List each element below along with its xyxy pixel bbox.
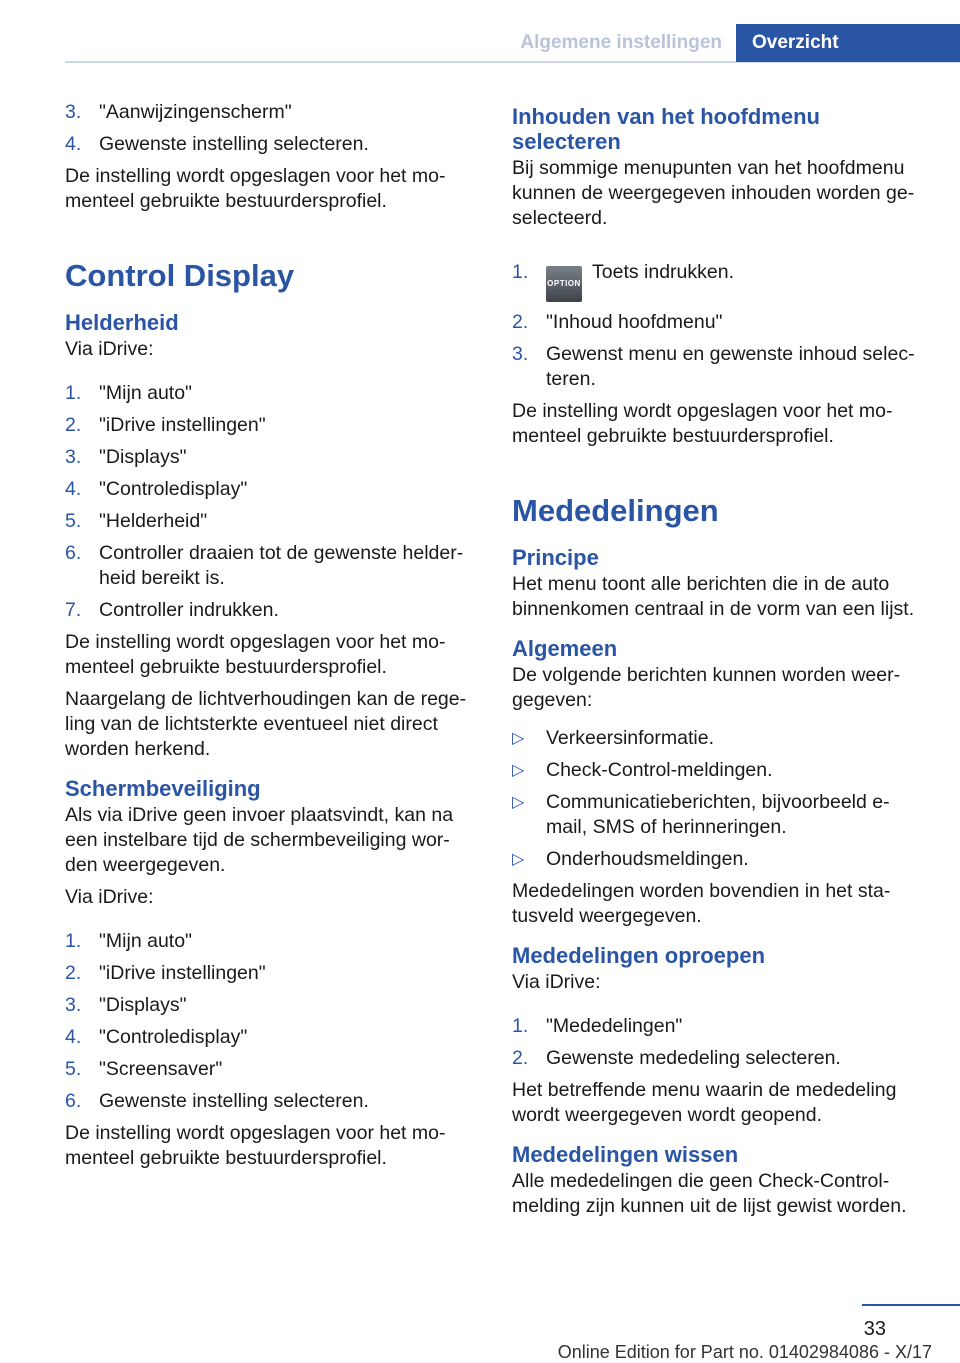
list-item: 7. Controller indrukken.: [65, 599, 279, 621]
list-item: 3. "Aanwijzingenscherm": [65, 101, 292, 123]
paragraph: De instelling wordt opgeslagen voor het mo-menteel gebruikte bestuurdersprofiel.: [512, 400, 893, 447]
footer-rule: [862, 1304, 960, 1306]
triangle-bullet-icon: ▷: [512, 730, 525, 747]
list-item: 1. "Mededelingen": [512, 1015, 683, 1037]
paragraph: Via iDrive:: [512, 971, 601, 993]
list-item: 2. "iDrive instellingen": [65, 962, 266, 984]
list-item: 2. Gewenste mededeling selecteren.: [512, 1047, 841, 1069]
brightness-step-list: [65, 381, 475, 623]
paragraph: Mededelingen worden bovendien in het sta-tusveld weergegeven.: [512, 880, 891, 927]
paragraph: Als via iDrive geen invoer plaatsvindt, kan na een instelbare tijd de schermbeveiliging wor-den weergegeven.: [65, 804, 454, 876]
list-item: 4. "Controledisplay": [65, 478, 248, 500]
section-tab[interactable]: Algemene instellingen: [520, 32, 722, 53]
list-item: 6. Gewenste instelling selecteren.: [65, 1090, 369, 1112]
list-item: 4. "Controledisplay": [65, 1026, 248, 1048]
triangle-bullet-icon: ▷: [512, 794, 525, 811]
paragraph: Bij sommige menupunten van het hoofdmenu kunnen de weergegeven inhouden worden ge-selecteerd.: [512, 157, 915, 229]
list-item: 5. "Screensaver": [65, 1058, 223, 1080]
list-item: 3. Gewenst menu en gewenste inhoud selec-teren.: [512, 343, 915, 390]
message-type-list: [512, 726, 922, 872]
paragraph: De volgende berichten kunnen worden weer-gegeven:: [512, 664, 901, 711]
section-title-principle: Principe: [512, 545, 599, 570]
paragraph: Via iDrive:: [65, 338, 154, 360]
list-item: ▷ Verkeersinformatie.: [512, 727, 714, 749]
paragraph: De instelling wordt opgeslagen voor het mo-menteel gebruikte bestuurdersprofiel.: [65, 631, 446, 678]
paragraph: De instelling wordt opgeslagen voor het mo-menteel gebruikte bestuurdersprofiel.: [65, 165, 446, 212]
option-button-icon: OPTION: [546, 266, 582, 302]
left-column: [65, 100, 475, 1178]
paragraph: De instelling wordt opgeslagen voor het mo-menteel gebruikte bestuurdersprofiel.: [65, 1122, 446, 1169]
section-title-call-up: Mededelingen oproepen: [512, 943, 766, 968]
pre-step-list: [65, 100, 475, 157]
list-item: 4. Gewenste instelling selecteren.: [65, 133, 369, 155]
screensaver-step-list: [65, 929, 475, 1114]
section-title-brightness: Helderheid: [65, 310, 179, 335]
section-title-screensaver: Schermbeveiliging: [65, 776, 261, 801]
page-number: 33: [863, 1318, 886, 1340]
section-title-general: Algemeen: [512, 636, 618, 661]
section-title-delete: Mededelingen wissen: [512, 1142, 739, 1167]
call-up-step-list: [512, 1014, 922, 1071]
list-item: 5. "Helderheid": [65, 510, 208, 532]
list-item: ▷ Check-Control-meldingen.: [512, 759, 773, 781]
main-menu-step-list: [512, 260, 922, 392]
paragraph: Via iDrive:: [65, 886, 154, 908]
list-item: 3. "Displays": [65, 994, 187, 1016]
list-item: ▷ Communicatieberichten, bijvoorbeeld e-mail, SMS of herinneringen.: [512, 791, 890, 838]
edition-footer: Online Edition for Part no. 01402984086 - X/17: [557, 1342, 932, 1362]
triangle-bullet-icon: ▷: [512, 851, 525, 868]
chapter-title-control-display: Control Display: [65, 258, 295, 293]
list-item: 3. "Displays": [65, 446, 187, 468]
list-item: 1. "Mijn auto": [65, 382, 192, 404]
paragraph: Het menu toont alle berichten die in de auto binnenkomen centraal in de vorm van een lijst.: [512, 573, 915, 620]
list-item: 6. Controller draaien tot de gewenste helder-heid bereikt is.: [65, 542, 464, 589]
triangle-bullet-icon: ▷: [512, 762, 525, 779]
section-title-main-menu: Inhouden van het hoofdmenu selecteren: [512, 104, 820, 154]
overview-tab[interactable]: Overzicht: [736, 24, 960, 62]
paragraph: Alle mededelingen die geen Check-Control-melding zijn kunnen uit de lijst gewist worden.: [512, 1170, 907, 1217]
list-item: ▷ Onderhoudsmeldingen.: [512, 848, 749, 870]
list-item: 1. "Mijn auto": [65, 930, 192, 952]
list-item: 1. OPTIONToets indrukken.: [512, 260, 922, 302]
list-item: 2. "iDrive instellingen": [65, 414, 266, 436]
right-column: [512, 100, 922, 1226]
list-item: 2. "Inhoud hoofdmenu": [512, 311, 723, 333]
chapter-title-messages: Mededelingen: [512, 493, 719, 528]
paragraph: Het betreffende menu waarin de mededeling wordt weergegeven wordt geopend.: [512, 1079, 897, 1126]
paragraph: Naargelang de lichtverhoudingen kan de rege-ling van de lichtsterkte eventueel niet direct worden herkend.: [65, 688, 467, 760]
